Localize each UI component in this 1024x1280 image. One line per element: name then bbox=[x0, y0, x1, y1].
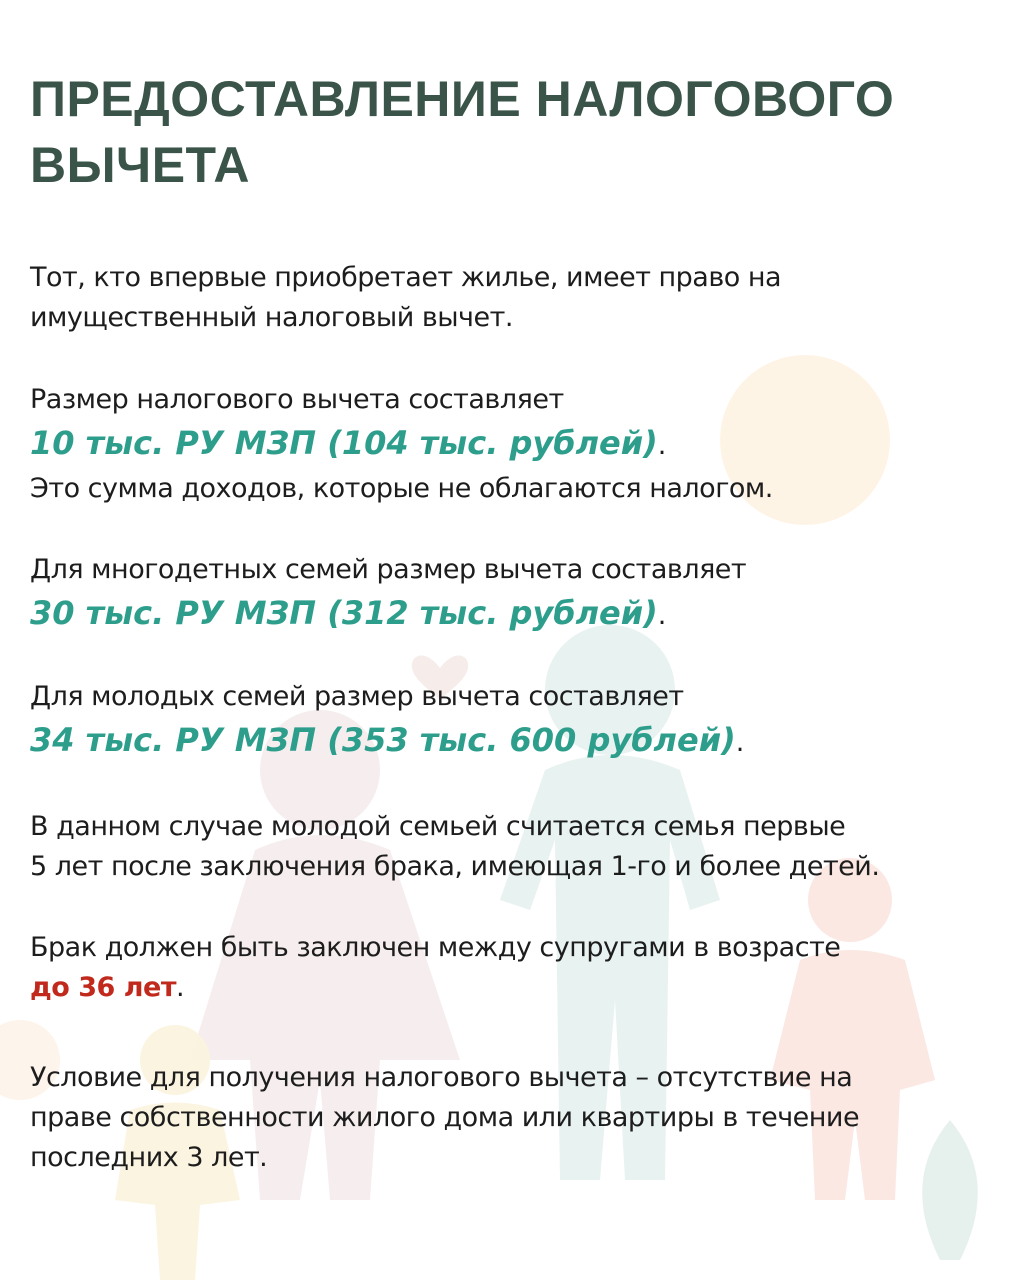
condition-line-3: последних 3 лет. bbox=[30, 1142, 268, 1173]
standard-amount-period: . bbox=[657, 430, 666, 461]
intro-line-1: Тот, кто впервые приобретает жилье, имеет право на bbox=[30, 262, 782, 293]
large-family-paragraph bbox=[30, 550, 1005, 639]
condition-line-2: праве собственности жилого дома или квартиры в течение bbox=[30, 1102, 860, 1133]
large-family-amount: 30 тыс. РУ МЗП (312 тыс. рублей) bbox=[30, 594, 658, 632]
young-family-amount-period: . bbox=[735, 727, 744, 758]
age-limit-period: . bbox=[175, 972, 185, 1003]
young-definition-paragraph bbox=[30, 807, 1005, 887]
intro-line-2: имущественный налоговый вычет. bbox=[30, 302, 513, 333]
standard-deduction-paragraph bbox=[30, 380, 1005, 509]
young-definition-line-2: 5 лет после заключения брака, имеющая 1-го и более детей. bbox=[30, 851, 880, 882]
young-family-amount-line bbox=[30, 717, 1005, 766]
standard-amount: 10 тыс. РУ МЗП (104 тыс. рублей) bbox=[30, 424, 658, 462]
young-family-line-1: Для молодых семей размер вычета составляет bbox=[30, 681, 684, 712]
condition-paragraph bbox=[30, 1058, 1005, 1178]
age-limit-highlight: до 36 лет bbox=[30, 972, 176, 1003]
young-definition-line-1: В данном случае молодой семьей считается семья первые bbox=[30, 811, 846, 842]
large-family-amount-period: . bbox=[657, 600, 666, 631]
large-family-amount-line bbox=[30, 590, 1005, 639]
age-limit-paragraph bbox=[30, 928, 1005, 1008]
young-family-amount: 34 тыс. РУ МЗП (353 тыс. 600 рублей) bbox=[30, 721, 736, 759]
page-title bbox=[30, 66, 990, 198]
standard-line-1: Размер налогового вычета составляет bbox=[30, 384, 564, 415]
condition-line-1: Условие для получения налогового вычета – отсутствие на bbox=[30, 1062, 853, 1093]
title-line-2: ВЫЧЕТА bbox=[30, 137, 251, 193]
large-family-line-1: Для многодетных семей размер вычета составляет bbox=[30, 554, 747, 585]
age-limit-line-2 bbox=[30, 968, 1005, 1008]
young-family-paragraph bbox=[30, 677, 1005, 766]
title-line-1: ПРЕДОСТАВЛЕНИЕ НАЛОГОВОГО bbox=[30, 71, 895, 127]
standard-line-3: Это сумма доходов, которые не облагаются налогом. bbox=[30, 473, 773, 504]
age-limit-line-1: Брак должен быть заключен между супругами в возрасте bbox=[30, 932, 841, 963]
intro-paragraph bbox=[30, 258, 1005, 338]
standard-amount-line bbox=[30, 420, 1005, 469]
